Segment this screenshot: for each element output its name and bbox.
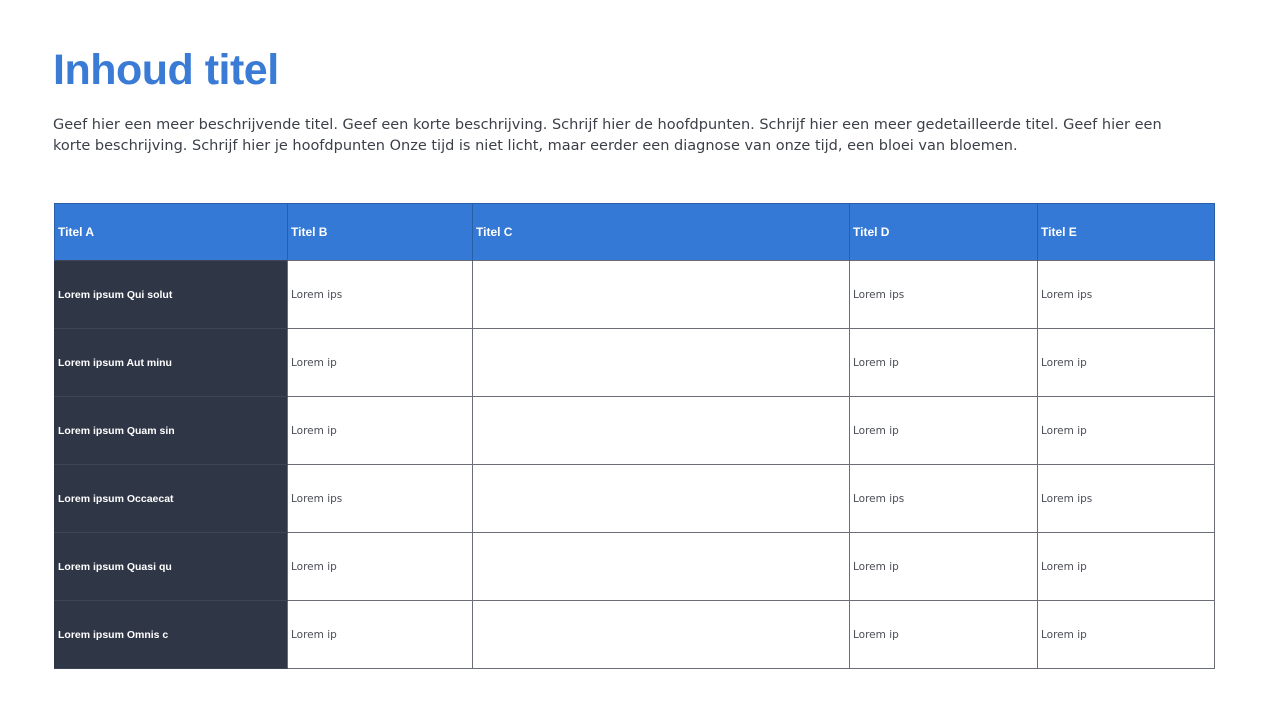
row-header-cell: Lorem ipsum Occaecat — [55, 465, 288, 533]
table-cell: Lorem ip — [1038, 533, 1215, 601]
table-row — [55, 533, 1215, 601]
table-row — [55, 329, 1215, 397]
table-cell: Lorem ip — [288, 397, 473, 465]
table-cell — [473, 601, 850, 669]
table-cell — [473, 533, 850, 601]
column-header-c: Titel C — [473, 204, 850, 261]
row-header-cell: Lorem ipsum Quam sin — [55, 397, 288, 465]
table-cell: Lorem ip — [850, 329, 1038, 397]
table-cell: Lorem ips — [288, 465, 473, 533]
table-cell: Lorem ips — [1038, 261, 1215, 329]
table-cell: Lorem ip — [1038, 601, 1215, 669]
table-cell: Lorem ips — [1038, 465, 1215, 533]
table-row — [55, 261, 1215, 329]
table-cell: Lorem ip — [850, 601, 1038, 669]
table-cell: Lorem ip — [850, 397, 1038, 465]
table-row — [55, 601, 1215, 669]
page-title: Inhoud titel — [53, 46, 279, 94]
table-row — [55, 397, 1215, 465]
row-header-cell: Lorem ipsum Omnis c — [55, 601, 288, 669]
table-cell — [473, 465, 850, 533]
table-cell: Lorem ip — [850, 533, 1038, 601]
table-cell: Lorem ip — [288, 601, 473, 669]
table-cell — [473, 261, 850, 329]
table-cell: Lorem ips — [850, 261, 1038, 329]
column-header-e: Titel E — [1038, 204, 1215, 261]
column-header-b: Titel B — [288, 204, 473, 261]
table-cell: Lorem ips — [288, 261, 473, 329]
table-cell: Lorem ip — [1038, 329, 1215, 397]
row-header-cell: Lorem ipsum Aut minu — [55, 329, 288, 397]
table-cell: Lorem ip — [1038, 397, 1215, 465]
page-description: Geef hier een meer beschrijvende titel. Geef een korte beschrijving. Schrijf hier de hoofdpunten. Schrijf hier een meer gedetailleerde titel. Geef hier een korte beschrijving. Schrijf hier je hoofdpunten Onze tijd is niet licht, maar eerder een diagnose van onze tijd, een bloei van bloemen. — [53, 117, 1162, 154]
table-cell: Lorem ips — [850, 465, 1038, 533]
row-header-cell: Lorem ipsum Quasi qu — [55, 533, 288, 601]
column-header-d: Titel D — [850, 204, 1038, 261]
table-cell: Lorem ip — [288, 533, 473, 601]
column-header-a: Titel A — [55, 204, 288, 261]
table-cell: Lorem ip — [288, 329, 473, 397]
table-row — [55, 465, 1215, 533]
content-table — [54, 203, 1215, 669]
table-cell — [473, 397, 850, 465]
table-header-row — [55, 204, 1215, 261]
row-header-cell: Lorem ipsum Qui solut — [55, 261, 288, 329]
table-cell — [473, 329, 850, 397]
